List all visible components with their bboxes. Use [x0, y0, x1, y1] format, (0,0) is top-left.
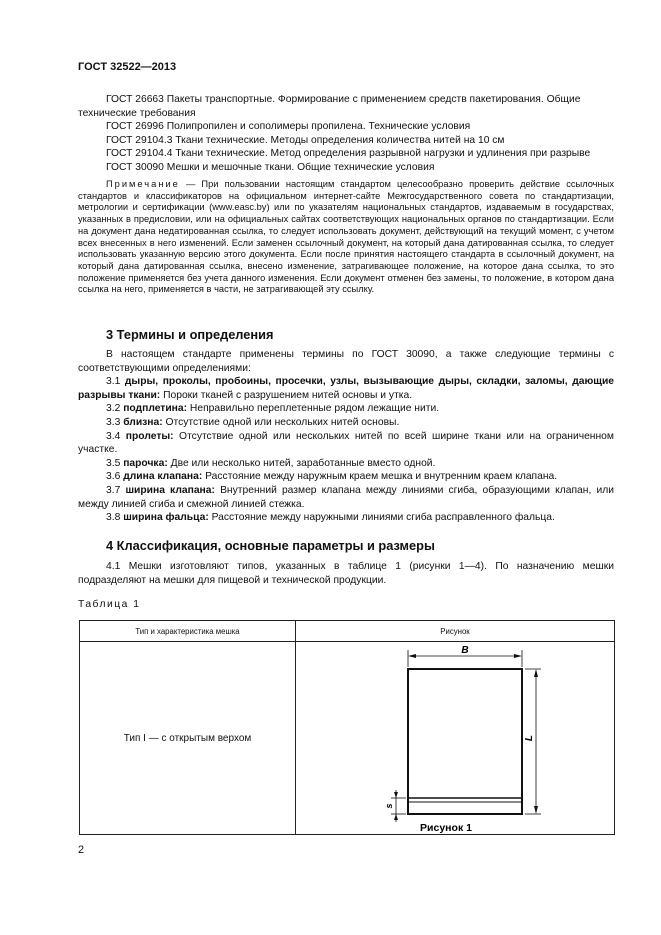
bag-outline	[408, 669, 522, 814]
section-4-heading: 4 Классификация, основные параметры и размеры	[106, 538, 435, 553]
term-item: 3.1 дыры, проколы, пробоины, просечки, узлы, вызывающие дыры, складки, заломы, дающие разрывы ткани: Пороки тканей с разрушением нитей основы и утка.	[78, 376, 614, 401]
fold-arrow-bottom	[394, 814, 398, 820]
term-item: 3.5 парочка: Две или несколько нитей, заработанные вместо одной.	[106, 457, 436, 469]
column-header-figure: Рисунок	[296, 621, 615, 642]
reference-item: ГОСТ 29104.3 Ткани технические. Методы определения количества нитей на 10 см	[106, 134, 505, 146]
term-item: 3.8 ширина фальца: Расстояние между наружными линиями сгиба расправленного фальца.	[106, 512, 555, 524]
references-list	[78, 93, 614, 175]
length-arrow-bottom	[534, 806, 538, 814]
term-item: 3.2 подплетина: Неправильно переплетенные рядом лежащие нити.	[106, 403, 440, 415]
section-4-paragraph: 4.1 Мешки изготовляют типов, указанных в таблице 1 (рисунки 1—4). По назначению мешки подразделяют на мешки для пищевой и технической продукции.	[78, 561, 614, 586]
bag-drawing	[296, 642, 614, 834]
term-definition: Отсутствие одной или нескольких нитей основы.	[162, 416, 400, 428]
term-name: близна:	[123, 416, 163, 428]
term-definition: Расстояние между наружными линиями сгиба расправленного фальца.	[208, 512, 555, 524]
term-definition: Отсутствие одной или нескольких нитей по всей ширине ткани или на ограниченном участке.	[78, 430, 614, 456]
term-item: 3.7 ширина клапана: Внутренний размер клапана между линиями сгиба, образующими клапан, или между линией сгиба и смежной линией стежка.	[78, 484, 614, 510]
section-4-body	[78, 560, 614, 587]
section-3-heading: 3 Термины и определения	[106, 327, 274, 342]
section-3-intro: В настоящем стандарте применены термины по ГОСТ 30090, а также следующие термины с соответствующими определениями:	[78, 349, 614, 374]
note-paragraph	[78, 179, 614, 296]
column-header-type: Тип и характеристика мешка	[80, 621, 296, 642]
figure-caption: Рисунок 1	[420, 822, 472, 834]
table-1	[79, 620, 615, 835]
bag-type-cell: Тип I — с открытым верхом	[80, 642, 296, 835]
term-name: парочка:	[123, 457, 168, 469]
width-arrow-right	[514, 654, 522, 658]
term-definition: Неправильно переплетенные рядом лежащие нити.	[187, 403, 440, 415]
term-definition: Расстояние между наружным краем мешка и внутренним краем клапана.	[202, 471, 558, 483]
term-name: дыры, проколы, пробоины, просечки, узлы, вызывающие дыры, складки, заломы, дающие разрывы ткани:	[78, 376, 614, 401]
note-block	[78, 179, 614, 296]
length-arrow-top	[534, 669, 538, 677]
length-label: L	[524, 734, 535, 742]
reference-item: ГОСТ 26663 Пакеты транспортные. Формирование с применением средств пакетирования. Общие технические требования	[78, 94, 581, 119]
term-name: ширина фальца:	[123, 512, 209, 524]
term-name: ширина клапана:	[125, 484, 215, 496]
term-name: подплетина:	[123, 403, 188, 415]
table-header-row	[80, 621, 615, 642]
term-item: 3.4 пролеты: Отсутствие одной или нескольких нитей по всей ширине ткани или на ограниченном участке.	[78, 430, 614, 456]
reference-item: ГОСТ 26996 Полипропилен и сополимеры пропилена. Технические условия	[106, 121, 471, 133]
term-item: 3.6 длина клапана: Расстояние между наружным краем мешка и внутренним краем клапана.	[106, 471, 558, 483]
fold-label: s	[384, 803, 394, 809]
term-name: пролеты:	[125, 430, 174, 442]
note-text: — При пользовании настоящим стандартом целесообразно проверить действие ссылочных стандартов и классификаторов на официальном интернет-сайте Межгосударственного совета по стандартизации, метрологии и сертификации (www.easc.by) или по указателям национальных стандартов, издаваемым в государствах, указанных в предисловии, или на официальных сайтах соответствующих национальных органов по стандартизации. Если на документ дана недатированная ссылка, то следует использовать документ, действующий на текущий момент, с учетом всех внесенных в него изменений. Если заменен ссылочный документ, на который дана датированная ссылка, то следует использовать указанную версию этого документа. Если после принятия настоящего стандарта в ссылочный документ, на который дана датированная ссылка, внесено изменение, затрагивающее положение, на которое дана ссылка, то это положение применяется без учета данного изменения. Если документ отменен без замены, то положение, в котором дана ссылка на него, применяется в части, не затрагивающей эту ссылку.	[78, 179, 614, 295]
page-number: 2	[78, 844, 85, 856]
reference-item: ГОСТ 29104.4 Ткани технические. Метод определения разрывной нагрузки и удлинения при разрыве	[106, 148, 591, 160]
figure-container	[296, 642, 614, 834]
note-label: Примечание	[106, 179, 180, 189]
document-header: ГОСТ 32522—2013	[78, 61, 177, 73]
table-row	[80, 642, 615, 835]
term-definition: Пороки тканей с разрушением нитей основы и утка.	[160, 389, 413, 401]
width-arrow-left	[408, 654, 416, 658]
term-item: 3.3 близна: Отсутствие одной или нескольких нитей основы.	[106, 416, 400, 428]
term-definition: Внутренний размер клапана между линиями сгиба, образующими клапан, или между линией сгиба и смежной линией стежка.	[78, 484, 614, 510]
table-caption: Таблица 1	[78, 599, 141, 610]
term-definition: Две или несколько нитей, заработанные вместо одной.	[167, 457, 436, 469]
reference-item: ГОСТ 30090 Мешки и мешочные ткани. Общие технические условия	[106, 161, 435, 173]
term-name: длина клапана:	[123, 471, 203, 483]
fold-arrow-top	[394, 792, 398, 798]
width-label: B	[461, 645, 469, 656]
figure-cell	[296, 642, 615, 835]
section-3-body	[78, 348, 614, 525]
